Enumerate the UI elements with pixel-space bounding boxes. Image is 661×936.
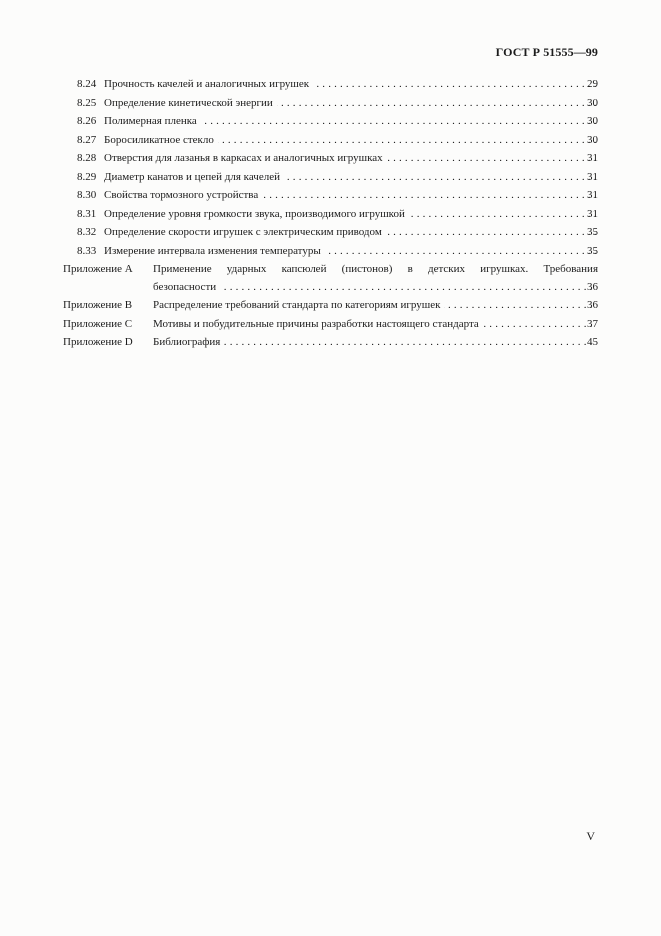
toc-item[interactable]	[0, 226, 661, 245]
table-of-contents	[0, 78, 661, 355]
toc-item-page: 35	[587, 226, 598, 238]
toc-appendix-label: Приложение С	[63, 317, 133, 330]
toc-item-number: 8.24	[77, 78, 97, 90]
toc-item[interactable]	[0, 78, 661, 97]
toc-appendix-title: Библиография . . .	[153, 336, 596, 348]
toc-item[interactable]	[0, 189, 661, 208]
toc-item-title: Свойства тормозного устройства . . .	[104, 189, 596, 201]
toc-item-number: 8.30	[77, 189, 97, 201]
toc-item-number: 8.29	[77, 170, 97, 183]
toc-item-title: Определение уровня громкости звука, производимого игрушкой . . .	[104, 208, 596, 220]
toc-item[interactable]	[0, 171, 661, 190]
toc-appendix-title-line2: безопасности . . .	[153, 281, 596, 293]
toc-appendix-label: Приложение А	[63, 263, 133, 275]
toc-item-page: 35	[587, 244, 598, 257]
toc-item-number: 8.32	[77, 226, 97, 238]
toc-item[interactable]	[0, 208, 661, 227]
toc-item-page: 31	[587, 152, 598, 164]
toc-appendix-page: 37	[587, 317, 598, 330]
toc-item-page: 31	[587, 207, 598, 220]
toc-appendix-page: 45	[587, 336, 598, 348]
toc-appendix-item[interactable]	[0, 336, 661, 355]
toc-item-number: 8.28	[77, 152, 97, 164]
toc-item-number: 8.25	[77, 96, 97, 109]
toc-appendix-label: Приложение D	[63, 336, 133, 348]
toc-item-title: Измерение интервала изменения температуры . . .	[104, 245, 596, 257]
toc-item[interactable]	[0, 245, 661, 264]
toc-item-number: 8.33	[77, 244, 97, 257]
toc-item-number: 8.26	[77, 115, 97, 127]
toc-item-page: 29	[587, 78, 598, 90]
toc-item-title: Определение скорости игрушек с электрическим приводом . . .	[104, 226, 596, 238]
toc-item[interactable]	[0, 134, 661, 153]
page-number: V	[586, 829, 595, 843]
toc-item-title: Отверстия для лазанья в каркасах и аналогичных игрушках . . .	[104, 152, 596, 164]
toc-appendix-title: Мотивы и побудительные причины разработки настоящего стандарта . . .	[153, 318, 596, 330]
toc-appendix-label: Приложение В	[63, 299, 133, 311]
toc-item-title: Боросиликатное стекло . . .	[104, 134, 596, 146]
toc-item-page: 31	[587, 170, 598, 183]
toc-appendix-title-line1: Применение ударных капсюлей (пистонов) в детских игрушках. Требования	[153, 263, 598, 275]
toc-item-title: Диаметр канатов и цепей для качелей . . .	[104, 171, 596, 183]
toc-appendix-title: Распределение требований стандарта по категориям игрушек . . .	[153, 299, 596, 311]
toc-appendix-item[interactable]	[0, 263, 661, 299]
toc-appendix-page: 36	[587, 299, 598, 311]
document-code-header: ГОСТ Р 51555—99	[495, 45, 598, 59]
toc-appendix-item[interactable]	[0, 318, 661, 337]
toc-item-number: 8.31	[77, 207, 97, 220]
toc-item[interactable]	[0, 115, 661, 134]
toc-item[interactable]	[0, 152, 661, 171]
toc-item[interactable]	[0, 97, 661, 116]
toc-item-page: 30	[587, 115, 598, 127]
toc-item-page: 30	[587, 133, 598, 146]
toc-item-title: Определение кинетической энергии . . .	[104, 97, 596, 109]
toc-item-title: Полимерная пленка . . .	[104, 115, 596, 127]
toc-item-page: 30	[587, 96, 598, 109]
toc-item-title: Прочность качелей и аналогичных игрушек . . .	[104, 78, 596, 90]
toc-appendix-item[interactable]	[0, 299, 661, 318]
toc-item-page: 31	[587, 189, 598, 201]
toc-item-number: 8.27	[77, 133, 97, 146]
toc-appendix-page: 36	[587, 281, 598, 293]
